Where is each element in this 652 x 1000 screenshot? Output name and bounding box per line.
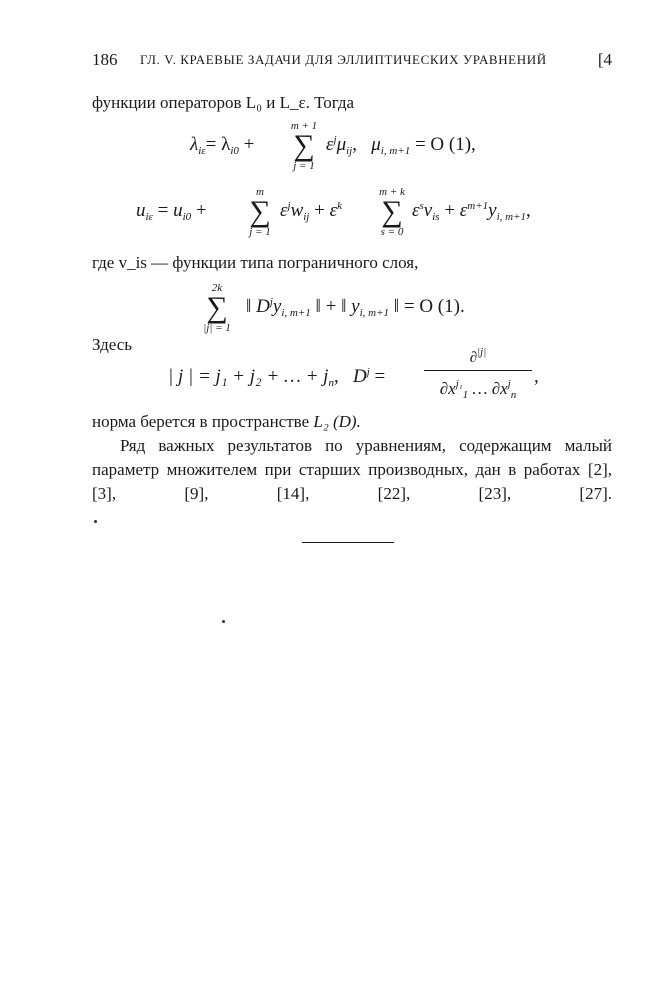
page-number: 186: [92, 50, 118, 69]
fraction-bar: [424, 370, 532, 371]
eq4-lhs-sub: n: [328, 377, 334, 389]
eq1-terms: $\varepsilon^j\mu_{ij}$, $\mu_{i, m+1} = O$ (1),: [326, 134, 476, 157]
eq1-mu2: μ: [371, 134, 381, 155]
eq3-sum-upper: 2k: [211, 282, 223, 294]
paragraph-operators: [92, 91, 612, 115]
eq1-eps-sup: j: [333, 134, 337, 146]
paragraph-text: норма берется в пространстве: [92, 412, 314, 431]
eq4-lhs: | j | = j₁ + j₂ + … + j: [168, 366, 329, 387]
eq4-comma: ,: [534, 366, 539, 387]
fraction-denominator: $\partial x^{j_1}_1$ … $\partial x^j_n$: [439, 378, 517, 401]
eq1-sub1: iε: [198, 145, 206, 157]
paragraph-references: [92, 434, 612, 506]
eq2-sum1: m ∑ j = 1: [249, 186, 271, 238]
eq2-tail: $\varepsilon^sv_{is} + \varepsilon^{m+1}y_{i, m+1}$,: [412, 200, 531, 223]
eq1-mu: μ: [336, 134, 347, 155]
paragraph-text: функции операторов L₀ и L_ε. Тогда: [92, 93, 355, 112]
equation-norm: ‖ $D^jy_{i, m+1}$ ‖ + ‖ $y_{i, m+1}$ ‖ = O (1).: [246, 296, 465, 319]
paragraph-text: где v_is — функции типа пограничного слоя,: [92, 253, 419, 272]
eq1-sum-upper: m + 1: [290, 120, 318, 132]
eq4-D: D: [352, 366, 367, 387]
eq2-sum2: m + k ∑ s = 0: [379, 186, 405, 238]
eq1-mu-sub: ij: [346, 145, 353, 157]
eq1-rest: = λ: [205, 134, 231, 155]
fraction-numerator: ∂$^{|j|}$: [469, 346, 487, 366]
paragraph-text: Здесь: [92, 335, 133, 354]
space-symbol: L₂ (D).: [313, 412, 361, 431]
eq4-eq: =: [369, 366, 386, 387]
eq4-D-sup: j: [366, 366, 370, 378]
eq1-sub2: i0: [230, 145, 239, 157]
paragraph-norm: [92, 410, 612, 434]
paragraph-text: Ряд важных результатов по уравнениям, содержащим малый параметр множителем при старших производных, дан в работах [2], [3], [9], [14], [22], [23], [27].: [92, 436, 612, 503]
eq2-mid: $\varepsilon^jw_{ij} + \varepsilon^k$: [280, 200, 342, 223]
eq1-mu2-sub: i, m+1: [380, 145, 411, 157]
equation-lambda: [190, 134, 254, 157]
eq1-tail: = O (1),: [410, 134, 476, 155]
equation-multiindex: | j | = j₁ + j₂ + … + $j_n$, $D^j$ =: [168, 366, 386, 389]
eq1-sum-lower: j = 1: [293, 160, 315, 172]
running-header: [92, 50, 612, 76]
paragraph-boundary-layer: [92, 251, 612, 275]
eq1-plus: +: [243, 134, 255, 155]
derivative-fraction: [424, 342, 532, 406]
eq3-sum-lower: |j| = 1: [203, 322, 231, 334]
print-speck: [94, 520, 97, 523]
eq1-lhs: λ: [190, 134, 199, 155]
eq3-tail: = O (1).: [399, 296, 465, 317]
equation-u: $u_{i\varepsilon} = u_{i0}$ +: [136, 200, 207, 223]
section-end-rule: [302, 542, 394, 543]
section-number: [4: [597, 50, 612, 69]
eq3-sum: 2k ∑ |j| = 1: [194, 282, 240, 334]
sigma-symbol: ∑: [293, 129, 315, 162]
eq1-sum: [284, 120, 324, 172]
paragraph-here: [92, 333, 612, 357]
print-speck: [222, 620, 225, 623]
running-title: ГЛ. V. КРАЕВЫЕ ЗАДАЧИ ДЛЯ ЭЛЛИПТИЧЕСКИХ УРАВНЕНИЙ: [140, 52, 547, 67]
eq1-eps: ε: [326, 134, 334, 155]
